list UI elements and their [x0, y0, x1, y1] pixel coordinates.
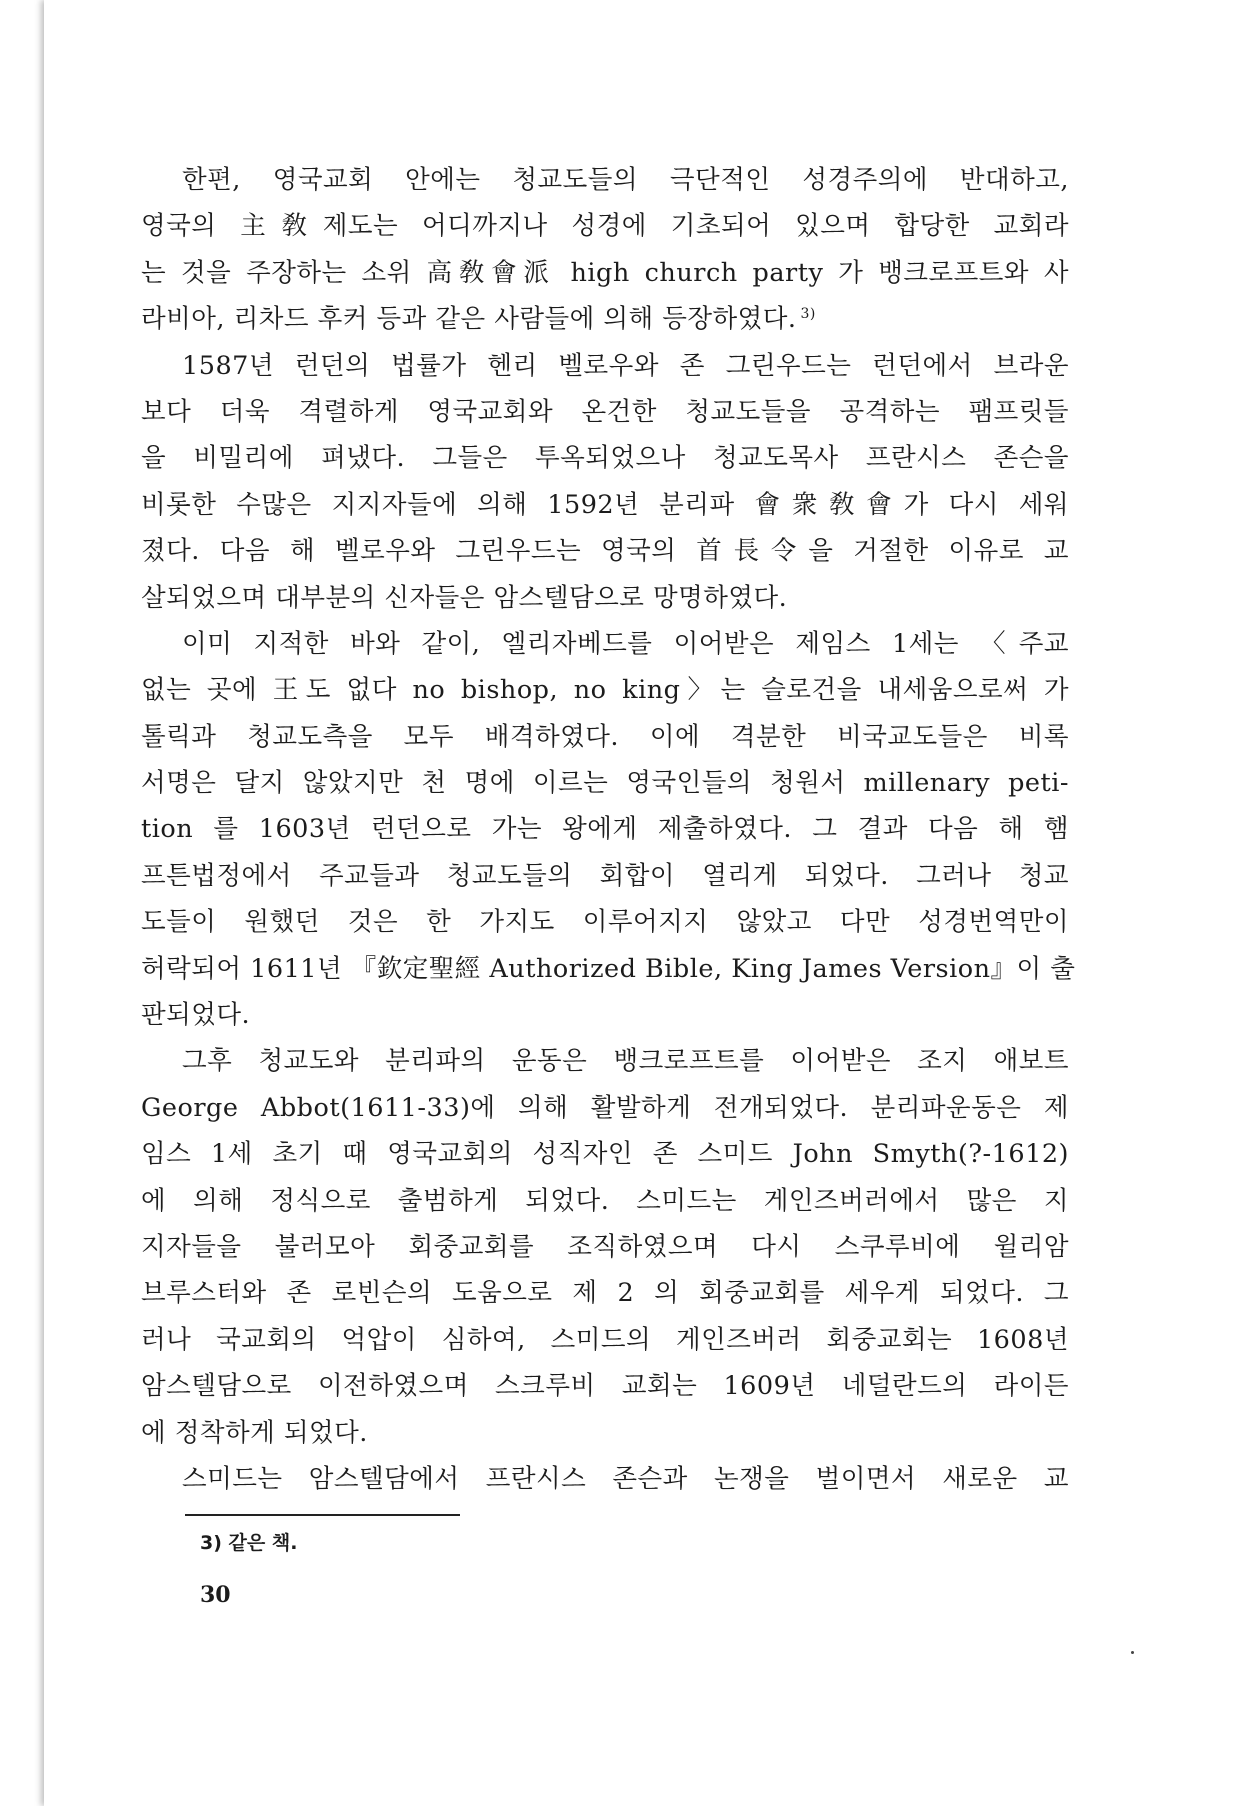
- text-line: 톨릭과 청교도측을 모두 배격하였다. 이에 격분한 비국교도들은 비록: [141, 721, 1069, 752]
- text-line: 이미 지적한 바와 같이, 엘리자베드를 이어받은 제임스 1세는 〈주교: [182, 628, 1069, 659]
- text-line: 에 정착하게 되었다.: [141, 1417, 368, 1448]
- text-line: 판되었다.: [141, 1000, 251, 1031]
- text-line: 는 것을 주장하는 소위 高敎會派 high church party 가 뱅크로프트와 사: [141, 257, 1069, 288]
- scan-speck: [1131, 1651, 1134, 1654]
- page-number: 30: [200, 1582, 231, 1608]
- text-line: 영국의 主敎제도는 어디까지나 성경에 기초되어 있으며 합당한 교회라: [141, 211, 1069, 242]
- text-line: 라비아, 리차드 후커 등과 같은 사람들에 의해 등장하였다.: [141, 304, 797, 335]
- text-line: George Abbot(1611-33)에 의해 활발하게 전개되었다. 분리파운동은 제: [141, 1092, 1069, 1123]
- text-line-with-footnote: [141, 296, 1069, 342]
- text-line: 서명은 달지 않았지만 천 명에 이르는 영국인들의 청원서 millenary peti-: [141, 768, 1069, 799]
- body-text: [141, 157, 1076, 1502]
- text-line: 1587년 런던의 법률가 헨리 벨로우와 존 그린우드는 런던에서 브라운: [182, 350, 1069, 381]
- text-line: 에 의해 정식으로 출범하게 되었다. 스미드는 게인즈버러에서 많은 지: [141, 1185, 1069, 1216]
- text-line: 임스 1세 초기 때 영국교회의 성직자인 존 스미드 John Smyth(?-1612): [141, 1139, 1069, 1170]
- text-line: 보다 더욱 격렬하게 영국교회와 온건한 청교도들을 공격하는 팸프릿들: [141, 396, 1069, 427]
- footnote: 3) 같은 책.: [200, 1532, 298, 1554]
- text-line: 한편, 영국교회 안에는 청교도들의 극단적인 성경주의에 반대하고,: [182, 165, 1069, 195]
- text-line: 살되었으며 대부분의 신자들은 암스텔담으로 망명하였다.: [141, 582, 788, 613]
- text-line: 비롯한 수많은 지지자들에 의해 1592년 분리파 會衆敎會가 다시 세워: [141, 489, 1069, 520]
- text-line: 프튼법정에서 주교들과 청교도들의 회합이 열리게 되었다. 그러나 청교: [141, 860, 1069, 891]
- text-line: 도들이 원했던 것은 한 가지도 이루어지지 않았고 다만 성경번역만이: [141, 907, 1069, 938]
- text-line: 스미드는 암스텔담에서 프란시스 존슨과 논쟁을 벌이면서 새로운 교: [182, 1463, 1069, 1494]
- text-line: 없는 곳에 王도 없다 no bishop, no king〉는 슬로건을 내세움으로써 가: [141, 675, 1069, 706]
- footnote-reference: 3): [800, 305, 816, 322]
- text-line: 그후 청교도와 분리파의 운동은 뱅크로프트를 이어받은 조지 애보트: [182, 1046, 1069, 1077]
- text-line: 을 비밀리에 펴냈다. 그들은 투옥되었으나 청교도목사 프란시스 존슨을: [141, 443, 1069, 474]
- text-line: 지자들을 불러모아 회중교회를 조직하였으며 다시 스쿠루비에 윌리암: [141, 1231, 1069, 1262]
- text-line: 브루스터와 존 로빈슨의 도움으로 제 2 의 회중교회를 세우게 되었다. 그: [141, 1278, 1069, 1309]
- text-line: 졌다. 다음 해 벨로우와 그린우드는 영국의 首長令을 거절한 이유로 교: [141, 536, 1069, 567]
- text-line: tion 를 1603년 런던으로 가는 왕에게 제출하였다. 그 결과 다음 해 햄: [141, 814, 1069, 845]
- text-line: 허락되어 1611년 『欽定聖經 Authorized Bible, King James Version』이 출: [141, 953, 1076, 984]
- text-line: 러나 국교회의 억압이 심하여, 스미드의 게인즈버러 회중교회는 1608년: [141, 1324, 1069, 1355]
- text-line: 암스텔담으로 이전하였으며 스크루비 교회는 1609년 네덜란드의 라이든: [141, 1371, 1069, 1402]
- footnote-rule: [185, 1514, 460, 1516]
